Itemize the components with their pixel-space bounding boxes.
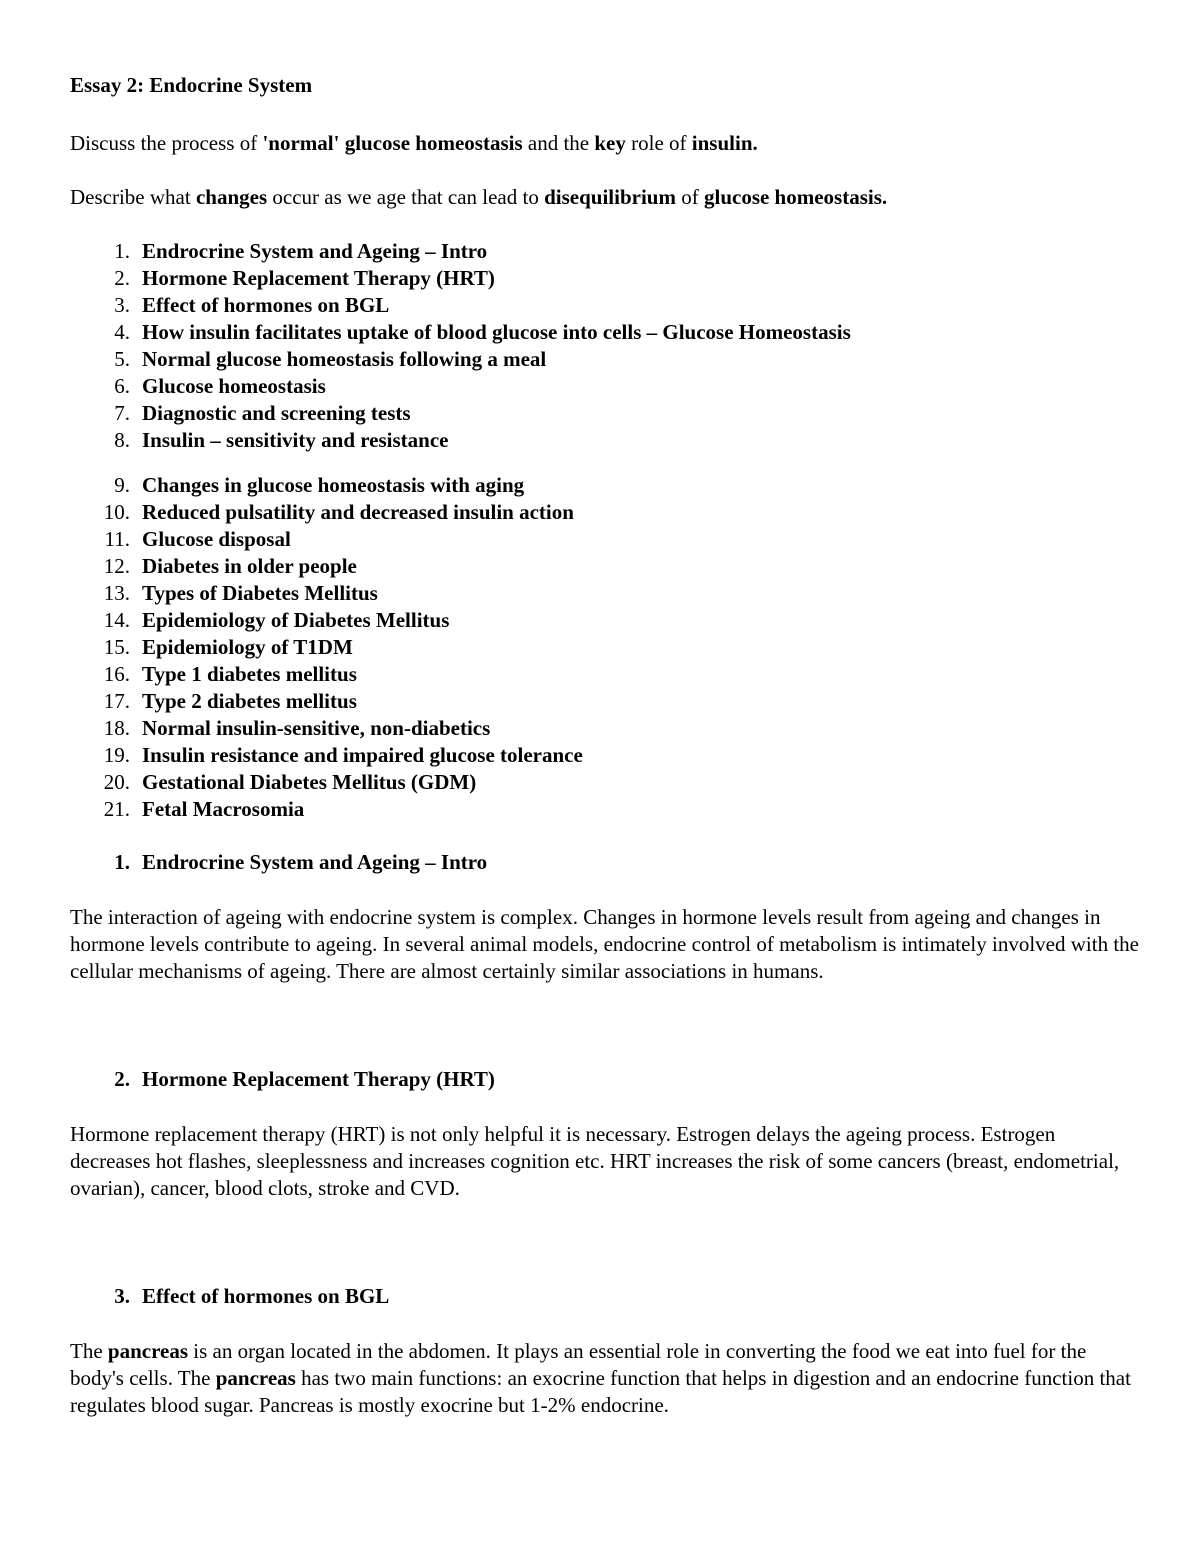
toc-item-number: 5. (114, 347, 130, 371)
toc-item-label: Hormone Replacement Therapy (HRT) (142, 266, 495, 290)
toc-item-label: Type 1 diabetes mellitus (142, 662, 357, 686)
table-of-contents (70, 238, 1140, 454)
section-heading-text: Hormone Replacement Therapy (HRT) (142, 1067, 495, 1091)
toc-item (70, 400, 1140, 427)
toc-item-label: Types of Diabetes Mellitus (142, 581, 378, 605)
section-number: 2. (114, 1067, 130, 1091)
toc-item-number: 2. (114, 266, 130, 290)
toc-item-label: Diagnostic and screening tests (142, 401, 411, 425)
toc-item (70, 580, 1140, 607)
section-heading-text: Endrocrine System and Ageing – Intro (142, 850, 488, 874)
section-heading-text: Effect of hormones on BGL (142, 1284, 390, 1308)
toc-item (70, 427, 1140, 454)
toc-item (70, 634, 1140, 661)
section-body-hrt: Hormone replacement therapy (HRT) is not only helpful it is necessary. Estrogen delays the ageing process. Estrogen decreases hot flashes, sleeplessness and increases cognition etc. HRT increases the risk of some cancers (breast, endometrial, ovarian), cancer, blood clots, stroke and CVD. (70, 1122, 1120, 1200)
toc-item-label: Fetal Macrosomia (142, 797, 305, 821)
toc-item (70, 553, 1140, 580)
section-body-bold-1: pancreas (107, 1339, 189, 1363)
section-body-intro: The interaction of ageing with endocrine system is complex. Changes in hormone levels result from ageing and changes in hormone levels contribute to ageing. In several animal models, endocrine control of metabolism is intimately involved with the cellular mechanisms of ageing. There are almost certainly similar associations in humans. (70, 905, 1139, 983)
toc-item-label: Epidemiology of T1DM (142, 635, 353, 659)
toc-item-label: Insulin resistance and impaired glucose tolerance (142, 743, 583, 767)
toc-item-number: 13. (103, 581, 130, 605)
toc-item-number: 3. (114, 293, 130, 317)
toc-item-number: 18. (103, 716, 130, 740)
toc-item (70, 769, 1140, 796)
prompt-discuss-text-1: Discuss the process of (70, 131, 263, 155)
prompt-discuss-text-2: and the (522, 131, 595, 155)
toc-item-number: 6. (114, 374, 130, 398)
toc-item-number: 15. (103, 635, 130, 659)
toc-item (70, 373, 1140, 400)
toc-item-label: Diabetes in older people (142, 554, 357, 578)
section-heading-bgl (70, 1283, 1140, 1310)
section-heading-hrt (70, 1066, 1140, 1093)
toc-item-number: 21. (103, 797, 130, 821)
toc-item-number: 9. (114, 473, 130, 497)
toc-item (70, 715, 1140, 742)
section-heading-intro (70, 849, 1140, 876)
prompt-describe-text-2: occur as we age that can lead to (267, 185, 545, 209)
section-body-text-3: has two main functions: an exocrine function that helps in digestion and an endocrine function that regulates blood sugar. Pancreas is mostly exocrine but 1-2% endocrine. (70, 1366, 1131, 1417)
toc-item (70, 742, 1140, 769)
toc-item-label: Normal glucose homeostasis following a meal (142, 347, 547, 371)
prompt-describe-bold-3: glucose homeostasis. (703, 185, 888, 209)
toc-item (70, 526, 1140, 553)
toc-item (70, 319, 1140, 346)
toc-item-number: 11. (104, 527, 130, 551)
toc-item-number: 4. (114, 320, 130, 344)
toc-item (70, 292, 1140, 319)
prompt-describe-bold-2: disequilibrium (544, 185, 676, 209)
toc-item-label: Gestational Diabetes Mellitus (GDM) (142, 770, 477, 794)
prompt-describe-text-1: Describe what (70, 185, 196, 209)
toc-item (70, 346, 1140, 373)
toc-item (70, 499, 1140, 526)
prompt-discuss (70, 130, 1140, 157)
section-number: 1. (114, 850, 130, 874)
toc-item-number: 17. (103, 689, 130, 713)
section-body-text-1: The (70, 1339, 108, 1363)
toc-item-label: Endrocrine System and Ageing – Intro (142, 239, 488, 263)
toc-item (70, 472, 1140, 499)
toc-item-label: Glucose disposal (142, 527, 291, 551)
toc-item (70, 607, 1140, 634)
toc-item-label: Changes in glucose homeostasis with aging (142, 473, 525, 497)
toc-item-label: Glucose homeostasis (142, 374, 326, 398)
section-body-text-2: is an organ located in the abdomen. It plays an essential role in converting the food we eat into fuel for the body's cells. The (70, 1339, 1087, 1390)
toc-item (70, 796, 1140, 823)
prompt-describe-bold-1: changes (195, 185, 268, 209)
toc-item-number: 14. (103, 608, 130, 632)
toc-item-label: Type 2 diabetes mellitus (142, 689, 357, 713)
toc-item-number: 7. (114, 401, 130, 425)
prompt-describe-text-3: of (675, 185, 704, 209)
section-gap (70, 985, 1140, 1066)
section-body-bgl (70, 1338, 1140, 1419)
prompt-discuss-bold-2: key (594, 131, 626, 155)
toc-item-label: Insulin – sensitivity and resistance (142, 428, 449, 452)
section-body-bold-2: pancreas (215, 1366, 296, 1390)
toc-item-label: Reduced pulsatility and decreased insulin action (142, 500, 574, 524)
section-gap (70, 1202, 1140, 1283)
toc-item-number: 19. (103, 743, 130, 767)
toc-gap (70, 454, 1140, 472)
toc-item-number: 10. (103, 500, 130, 524)
prompt-discuss-text-3: role of (625, 131, 692, 155)
prompt-discuss-bold-1: 'normal' glucose homeostasis (262, 131, 523, 155)
prompt-describe (70, 184, 1140, 211)
toc-item-label: Normal insulin-sensitive, non-diabetics (142, 716, 491, 740)
toc-item-number: 12. (103, 554, 130, 578)
toc-item (70, 238, 1140, 265)
section-gap (70, 823, 1140, 849)
toc-item (70, 688, 1140, 715)
section-number: 3. (114, 1284, 130, 1308)
toc-item-label: How insulin facilitates uptake of blood glucose into cells – Glucose Homeostasis (142, 320, 851, 344)
essay-title: Essay 2: Endocrine System (70, 73, 313, 97)
toc-item-label: Effect of hormones on BGL (142, 293, 390, 317)
toc-item (70, 661, 1140, 688)
toc-item-number: 8. (114, 428, 130, 452)
toc-item-label: Epidemiology of Diabetes Mellitus (142, 608, 450, 632)
document-page (70, 72, 1140, 1419)
toc-item-number: 1. (114, 239, 130, 263)
toc-item (70, 265, 1140, 292)
prompt-discuss-bold-3: insulin. (691, 131, 758, 155)
toc-item-number: 20. (103, 770, 130, 794)
table-of-contents-continued (70, 472, 1140, 823)
toc-item-number: 16. (103, 662, 130, 686)
